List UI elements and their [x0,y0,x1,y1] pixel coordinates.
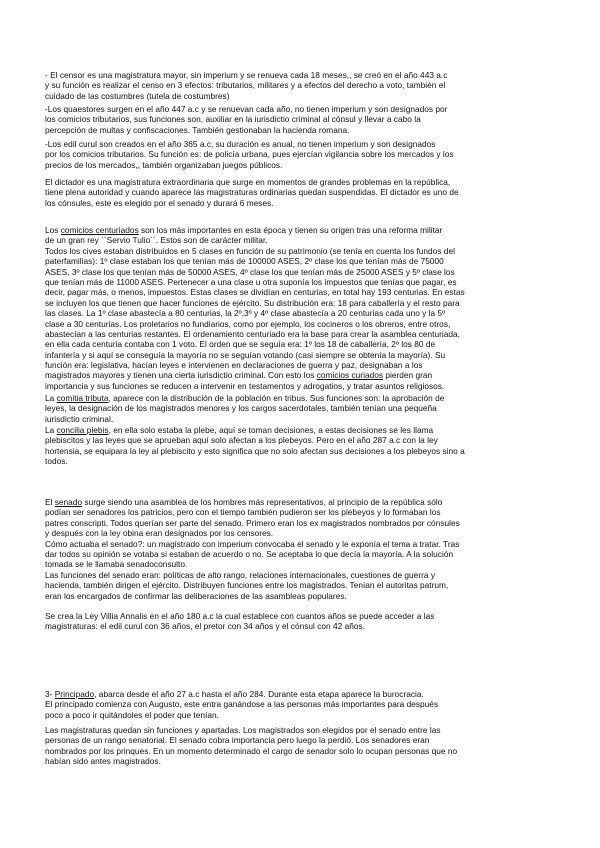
text-line: los comicios tributarios, sus funciones son, auxiliar en la iurisdictio criminal al cónsul y llevar a cabo la [45,114,421,125]
text-line: de un gran rey ``Servio Tulio´´. Estos son de carácter militar. [45,235,268,246]
text-line: importancia y sus funciones se reducen a intervenir en testamentos y adrogatios, y tratar asuntos religiosos. [45,380,445,391]
text-line: Se crea la Ley Villia Annalis en el año 180 a.c la cual establece con cuantos años se puede acceder a las [45,611,435,621]
underlined-term: comicios curiados [316,370,384,381]
paragraph-principado [45,689,557,720]
text-line: nombrados por los prinques. En un momento determinado el cargo de senador solo lo ocupan personas que no [45,745,458,756]
text-line: El dictador es una magistratura extraordinaria que surge en momentos de grandes problemas en la república, [45,177,451,187]
text-line: abastecían a las centurias restantes. El ordenamiento centuriado era la base para crear la asamblea centuriada, [45,328,461,339]
text-line: patres conscripti. Todos querían ser parte del senado. Primero eran los ex magistrados nombrados por cónsules [45,517,460,528]
text-line: por los comicios tributarios. Su función es: de policía urbana, pues ejercían vigilancia sobre los mercados y los [45,149,454,160]
paragraph-senado [45,497,557,601]
text-line: eran los encargados de confirmar las deliberaciones de las asambleas populares. [45,590,347,601]
underlined-term: concilia plebis [56,425,109,435]
paragraph-ley-villia [45,611,557,632]
text-line: que tenían más de 11000 ASES. Pertenecer a una clase u otra suponía los impuestos que tenías que pagar, es [45,276,457,287]
text-line: La concilia plebis, en ella solo estaba la plebe, aquí se toman decisiones, a estas decisiones se les llama [45,425,434,435]
text-line: 3- Principado, abarca desde el año 27 a.c hasta el año 284. Durante esta etapa aparece la burocracia. [45,689,424,699]
text-line: las clases. La 1º clase abastecía a 80 centurias, la 2º,3º y 4º clase abastecía a 20 centurias cada uno y la 5º [45,308,446,319]
text-line: Cómo actuaba el senado?: un magistrado con imperium convocaba el senado y le exponía el tema a tratar. Tras [45,538,460,549]
text-line: plebiscitos y las leyes que se aprueban aquí solo afectan a los plebeyos. Pero en el año 287 a.c con la ley [45,435,438,446]
paragraph-edil-curul [45,139,557,170]
text-line: y su función es realizar el censo en 3 efectos: tributarios, militares y a efectos del derecho a voto, también el [45,80,446,91]
text-line: percepción de multas y confiscaciones. También gestionaban la hacienda romana. [45,124,350,135]
text-line: precios de los mercados,, también organizaban juegos públicos. [45,159,283,170]
text-line: cuidado de las costumbres (tutela de costumbres) [45,90,230,101]
text-line: paterfamilias): 1º clase estaban los que tenían más de 100000 ASES, 2º clase los que tenían más de 75000 [45,256,444,267]
text-line: hacienda, también dirigen el ejército. Distribuyen funciones entre los magistrados. Tenían el autoritas patrum, [45,580,449,591]
text-line: -Los quaestores surgen en el año 447 a.c y se renuevan cada año, no tienen imperium y son designados por [45,104,448,114]
paragraph-dictador [45,177,557,208]
text-line: Los comicios centuriados son los más importantes en esta época y tienen su origen tras una reforma militar [45,225,443,235]
text-line: los cónsules, este es elegido por el senado y durará 6 meses. [45,197,274,208]
text-line: Las magistraturas quedan sin funciones y apartadas. Los magistrados son elegidos por el senado entre las [45,725,441,735]
text-line: ASES, 3º clase los que tenían más de 50000 ASES, 4º clase los que tenían más de 25000 ASES y 5º clase los [45,266,455,277]
text-line: hortensia, se equipara la ley al plebiscito y esto significa que no solo afectan sus decisiones a los plebeyos sino a [45,445,465,456]
text-line: función era: legislativa, hacían leyes e intervienen en declaraciones de guerra y paz, designaban a los [45,360,423,371]
text-line: magistrados mayores y tienen una cierta iurisdictio criminal. Con esto los comicios curiados pierden gran [45,370,433,381]
paragraph-magistraturas-principado [45,725,557,767]
text-line: -Los edil curul son creados en el año 365 a.c, su duración es anual, no tienen imperium y son designados [45,139,436,149]
text-line: decir, pagar más, o menos, impuestos. Estas clases se dividían en centurias, en total hay 193 centurias. En estas [45,287,465,298]
text-line: Todos los cives estaban distribuidos en 5 clases en función de su patrimonio (se tenía en cuenta los fundos del [45,245,455,256]
text-line: clase a 30 centurias. Los proletarios no fundiarios, como por ejemplo, los cocineros o los obreros, entre otros, [45,318,451,329]
underlined-term: senado [54,497,83,507]
text-line: personas de un rango senatorial. El senado cobra importancia pero luego la perdió. Los senadores eran [45,735,430,746]
text-line: infantería y si aquí se conseguía la mayoría no se seguían votando (casi siempre se obtenía la mayoría). Su [45,349,446,360]
paragraph-concilia-plebis [45,425,557,467]
text-line: poco a poco ir quitándoles el poder que tenían. [45,709,219,720]
paragraph-quaestores [45,104,557,135]
text-line: habían sido antes magistrados. [45,756,161,767]
text-line: podían ser senadores los patricios, pero con el tiempo también pudieron ser los plebeyos y lo formaban los [45,507,441,518]
text-line: La comitia tributa, aparece con la distribución de la población en tribus. Sus funciones son: la aprobación de [45,393,445,403]
underlined-term: comitia tributa [56,393,109,403]
text-line: en ella cada centuria contaba con 1 voto. El orden que se seguía era: 1º los 18 de caballería, 2º los 80 de [45,339,436,350]
paragraph-censor [45,70,557,101]
text-line: todos. [45,456,68,467]
text-line: magistraturas: el edil curul con 36 años, el pretor con 34 años y el cónsul con 42 años. [45,621,365,632]
text-line: tiene plena autoridad y cuando aparece las magistraturas ordinarias quedan suspendidas. El dictador es uno de [45,187,459,198]
text-line: El principado comienza con Augusto, este entra ganándose a las personas más importantes para después [45,699,439,710]
text-line: se incluyen los que tienen que hacer funciones de ejército. Su distribución era: 18 para caballería y el resto para [45,297,460,308]
text-line: dar todos su opinión se votaba si estaban de acuerdo o no. Se aceptaba lo que decía la mayoría. A la solución [45,548,454,559]
text-line: leyes, la designación de los magistrados menores y los cargos sacerdotales, también tenían una pequeña [45,403,437,414]
text-line: tomada se le llamaba senadoconsulto. [45,559,188,570]
text-line: y después con la ley obina eran designados por los censores. [45,528,274,539]
paragraph-comicios-centuriados [45,225,557,391]
text-line: El senado surge siendo una asamblea de los hombres más representativos, al principio de la república sólo [45,497,443,507]
text-line: - El censor es una magistratura mayor, sin imperium y se renueva cada 18 meses,, se creó en el año 443 a.c [45,70,448,80]
text-line: Las funciones del senado eran: políticas de alto rango, relaciones internacionales, cuestiones de guerra y [45,569,436,580]
underlined-term: Principado [54,689,95,699]
paragraph-comitia-tributa [45,393,557,424]
text-line: iurisdictio criminal. [45,413,114,424]
underlined-term: comicios centuriados [60,225,139,235]
